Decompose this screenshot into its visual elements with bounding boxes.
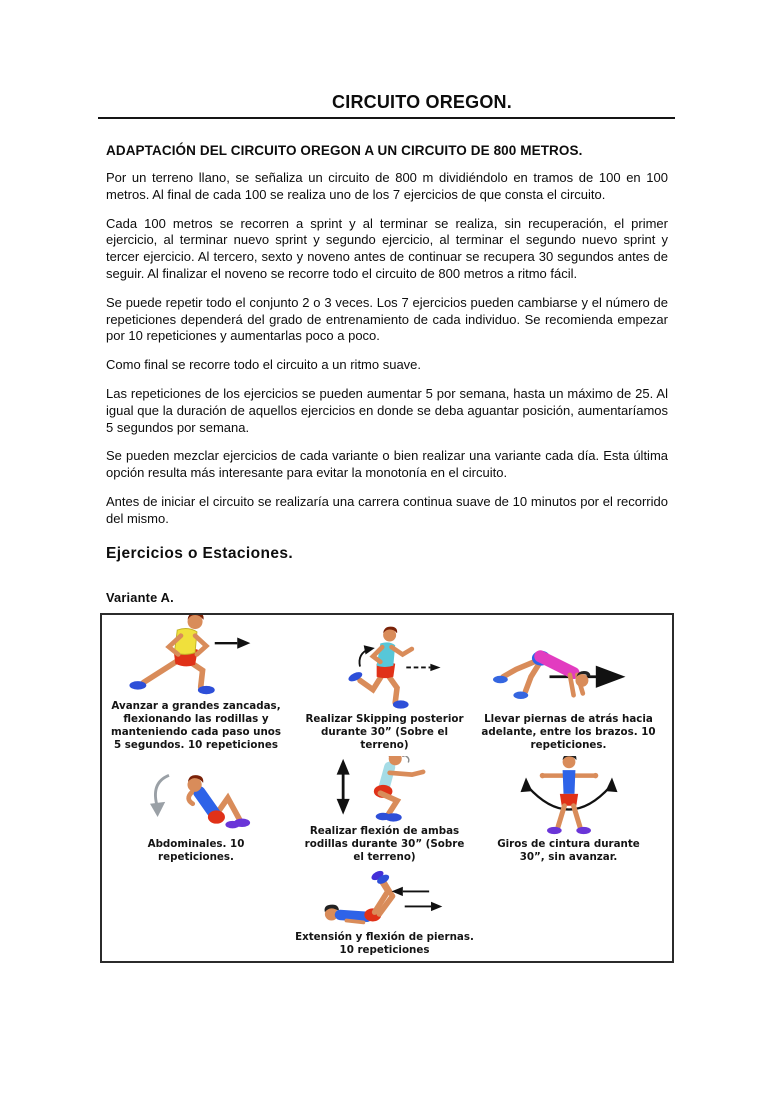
exercise-caption: Giros de cintura durante 30”, sin avanzar. — [497, 838, 640, 864]
adaptation-heading: ADAPTACIÓN DEL CIRCUITO OREGON A UN CIRCUITO DE 800 METROS. — [106, 143, 583, 158]
exercise-item-extension-piernas — [290, 868, 479, 961]
stations-heading: Ejercicios o Estaciones. — [106, 544, 294, 562]
squat-illustration — [315, 756, 455, 823]
paragraph-terrain: Por un terreno llano, se señaliza un circuito de 800 m dividiéndolo en tramos de 100 en 100 metros. Al final de cada 100 se realiza uno de los 7 ejercicios de que consta el circuito. — [106, 170, 668, 202]
paragraph-warmup: Antes de iniciar el circuito se realizaría una carrera continua suave de 10 minutos por el recorrido del mismo. — [106, 493, 668, 526]
page-title: CIRCUITO OREGON. — [332, 92, 512, 112]
paragraph-variants-mix: Se pueden mezclar ejercicios de cada variante o bien realizar una variante cada día. Esta última opción resulta más interesante para evitar la monotonía en el circuito. — [106, 448, 668, 481]
title-underline — [98, 117, 675, 119]
paragraph-weekly-increase: Las repeticiones de los ejercicios se pueden aumentar 5 por semana, hasta un máximo de 25. Al igual que la duración de aquellos ejercicios en donde se deba aguantar posición, aumentaríamos 5 segundos por semana. — [106, 385, 668, 435]
exercise-item-giros-cintura — [479, 756, 658, 868]
exercise-caption: Extensión y flexión de piernas. 10 repeticiones — [295, 931, 474, 957]
paragraph-final-lap: Como final se recorre todo el circuito a un ritmo suave. — [106, 357, 422, 373]
waist-turns-illustration — [499, 756, 639, 837]
exercise-grid — [100, 613, 674, 963]
variant-a-heading: Variante A. — [106, 589, 174, 605]
exercise-caption: Avanzar a grandes zancadas, flexionando las rodillas y manteniendo cada paso unos 5 segundos. 10 repeticiones — [110, 699, 282, 752]
lying-leg-extension-illustration — [305, 868, 465, 930]
document-page — [0, 92, 768, 1116]
exercise-item-abdominales — [102, 756, 290, 868]
paragraph-sprint-sequence: Cada 100 metros se recorren a sprint y al terminar se realiza, sin recuperación, el primer ejercicio, al terminar nuevo sprint y segundo ejercicio, al terminar el segundo nuevo sprint y tercer ejercicio. Al tercero, sexto y noveno antes de continuar se recupera 30 segundos antes de seguir. Al finalizar el noveno se recorre todo el circuito de 800 metros a ritmo fácil. — [106, 215, 668, 281]
exercise-item-piernas-atras — [479, 615, 658, 756]
exercise-item-zancadas — [102, 615, 290, 756]
paragraph-repetitions: Se puede repetir todo el conjunto 2 o 3 veces. Los 7 ejercicios pueden cambiarse y el número de repeticiones dependerá del grado de entrenamiento de cada individuo. Se recomienda empezar por 10 repeticiones y aumentarlas poco a poco. — [106, 294, 668, 344]
exercise-item-flexion-rodillas — [290, 756, 479, 868]
lunge-stride-runner-illustration — [121, 615, 271, 698]
exercise-item-skipping — [290, 615, 479, 756]
skipping-runner-illustration — [315, 623, 455, 711]
exercise-caption: Realizar Skipping posterior durante 30” (Sobre el terreno) — [305, 713, 464, 752]
document-content — [106, 92, 668, 963]
exercise-caption: Abdominales. 10 repeticiones. — [147, 838, 245, 864]
bent-over-leg-swing-illustration — [491, 623, 646, 711]
exercise-caption: Realizar flexión de ambas rodillas durante 30” (Sobre el terreno) — [304, 825, 465, 864]
exercise-caption: Llevar piernas de atrás hacia adelante, entre los brazos. 10 repeticiones. — [481, 713, 656, 752]
sit-up-illustration — [124, 762, 269, 836]
